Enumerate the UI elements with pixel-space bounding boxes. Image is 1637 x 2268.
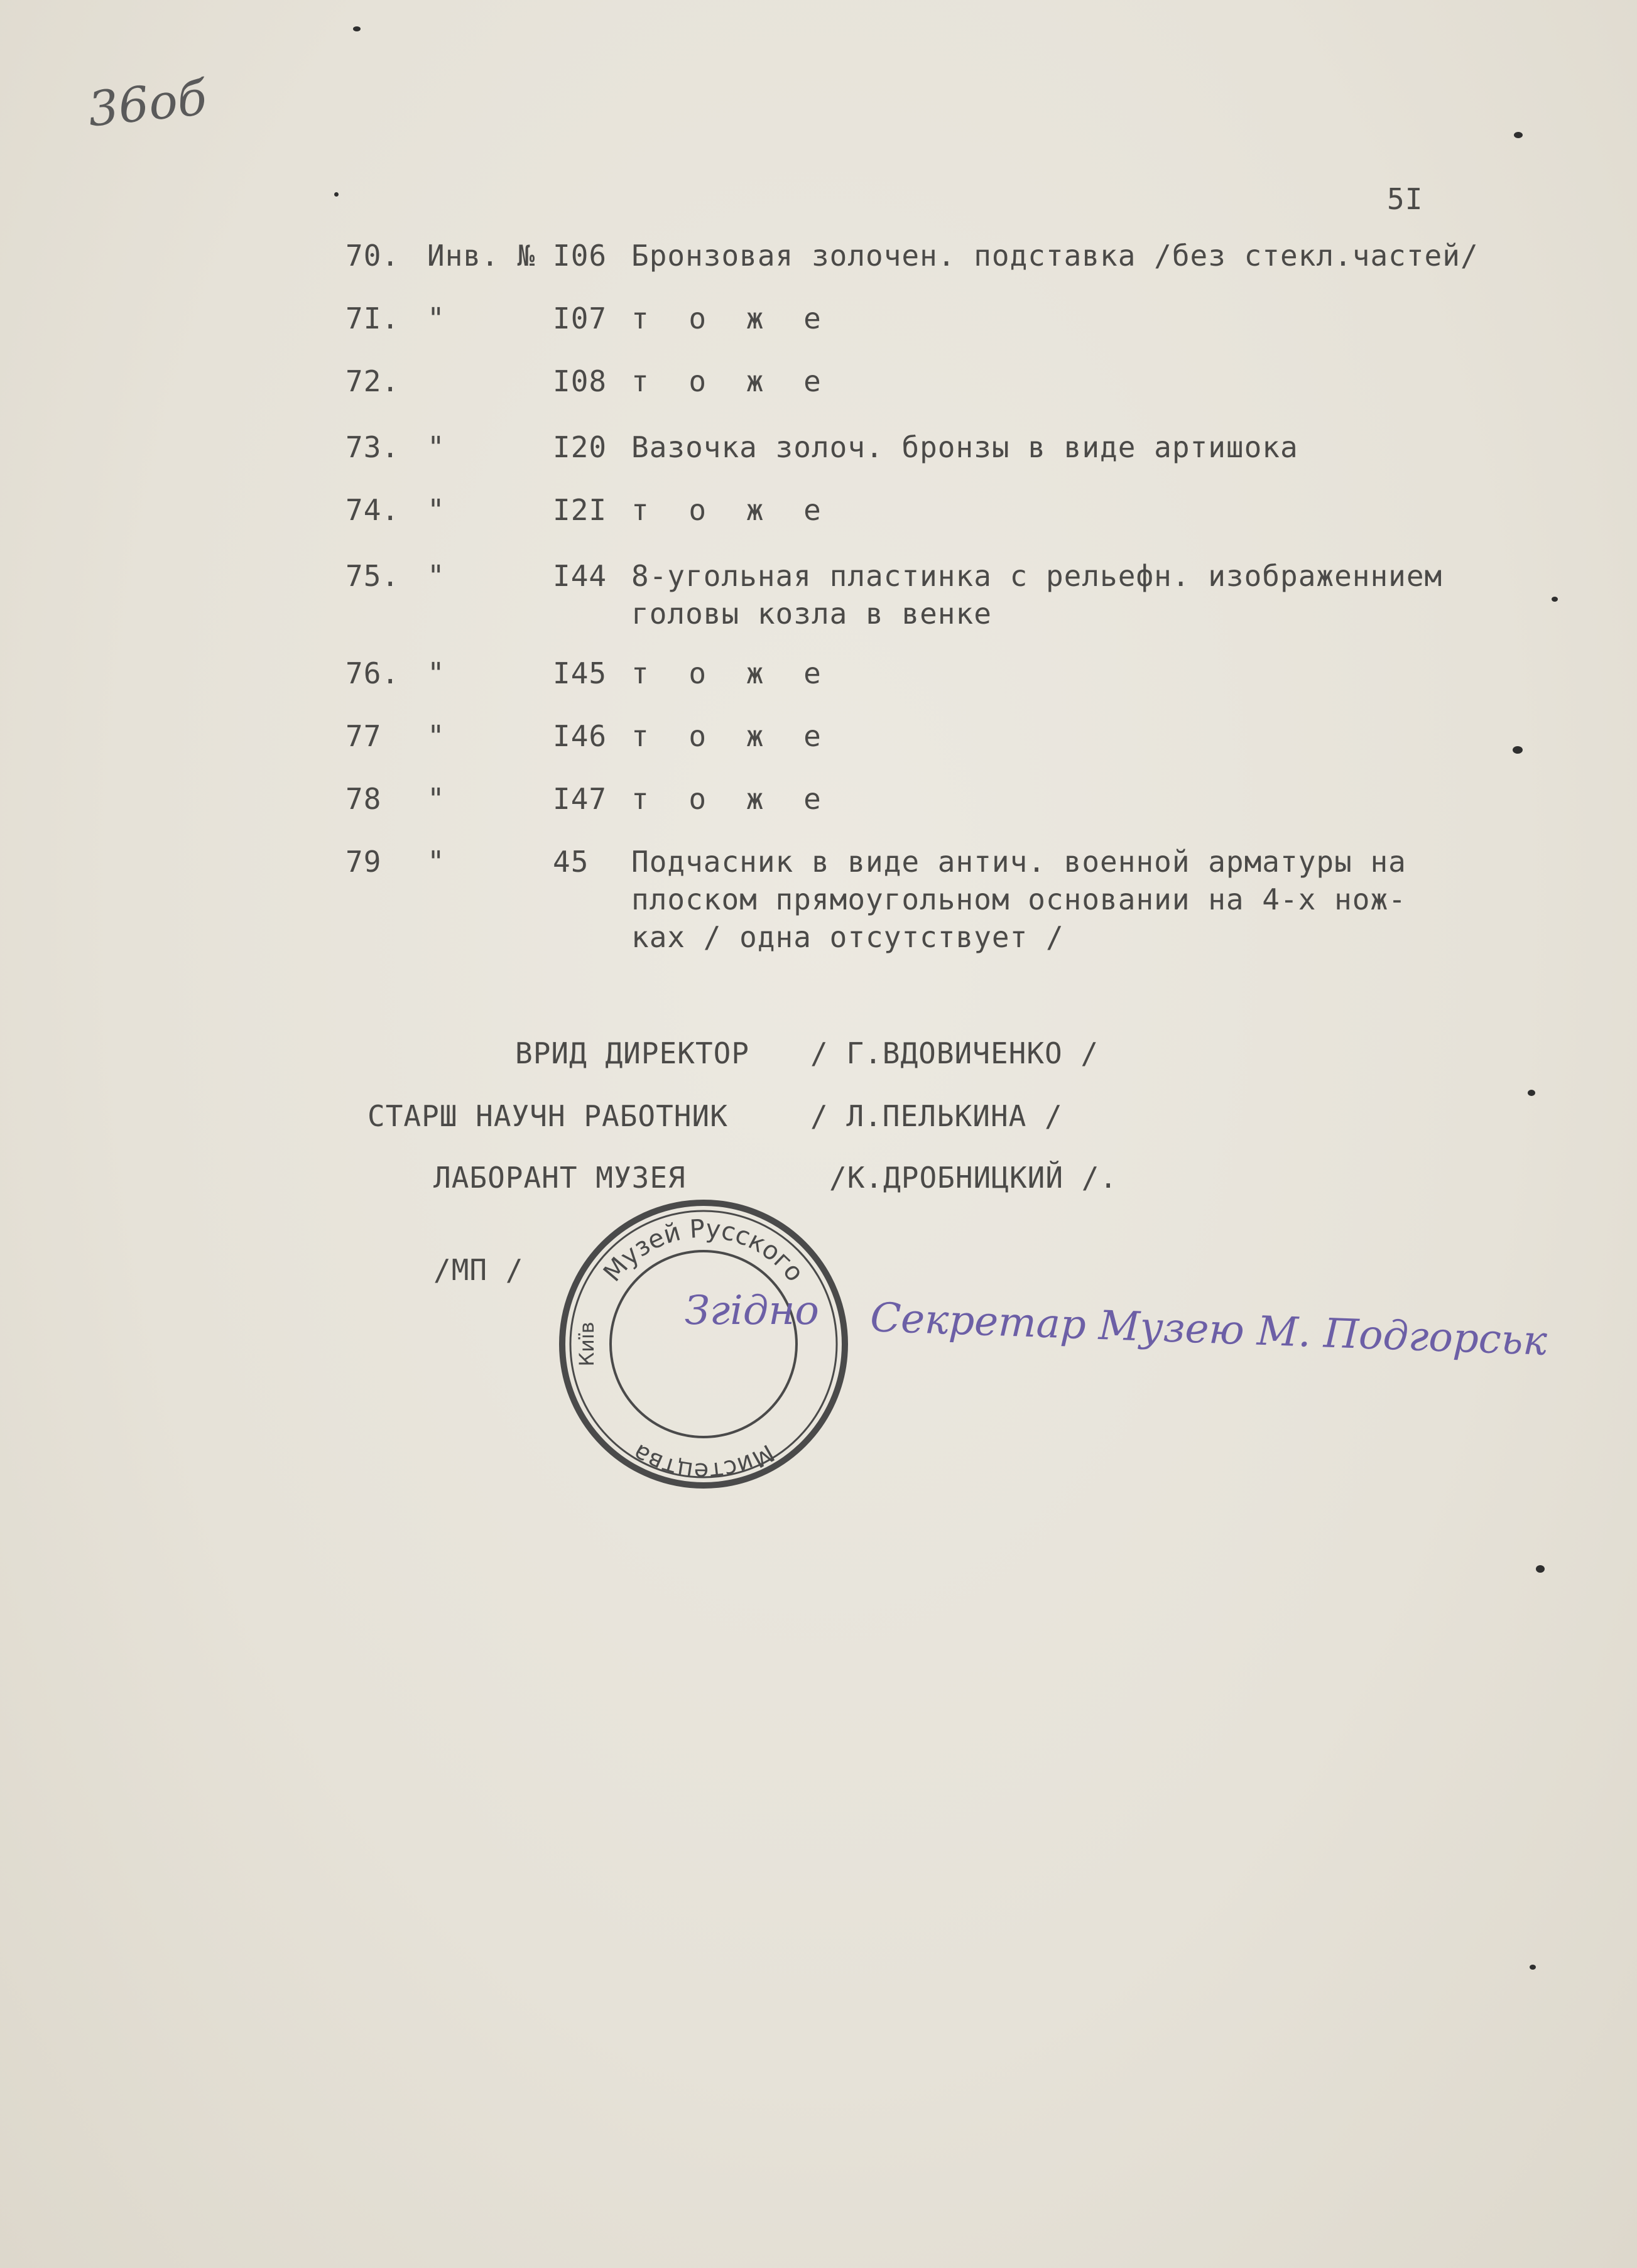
paper-speck <box>1536 1565 1545 1573</box>
item-description: Вазочка золоч. бронзы в виде артишока <box>631 430 1298 464</box>
signatory-role: СТАРШ НАУЧН РАБОТНИК <box>367 1099 728 1133</box>
item-description: т о ж е <box>631 656 832 690</box>
item-description-continued: плоском прямоугольном основании на 4-х нож- <box>631 882 1406 916</box>
item-description: т о ж е <box>631 719 832 753</box>
item-number: 79 <box>345 845 382 879</box>
item-description: т о ж е <box>631 364 832 398</box>
museum-round-stamp <box>553 1193 854 1495</box>
signatory-name: /К.ДРОБНИЦКИЙ /. <box>829 1161 1118 1195</box>
stamp-top-text: Музей Русского <box>597 1214 810 1288</box>
item-description: т о ж е <box>631 301 832 335</box>
inventory-code: I08 <box>553 364 607 398</box>
signatory-name: / Г.ВДОВИЧЕНКО / <box>810 1036 1099 1070</box>
inventory-label: " <box>427 782 445 816</box>
page-number: 5I <box>1387 182 1423 216</box>
item-description: т о ж е <box>631 782 832 816</box>
seal-place-mark: /МП / <box>433 1253 524 1287</box>
inventory-code: I46 <box>553 719 607 753</box>
item-description: Подчасник в виде антич. военной арматуры на <box>631 845 1406 879</box>
item-number: 73. <box>345 430 400 464</box>
inventory-code: I06 <box>553 239 607 273</box>
inventory-code: I2I <box>553 493 607 527</box>
archive-sheet-number: 36об <box>85 69 209 138</box>
item-number: 7I. <box>345 301 400 335</box>
signatory-role: ЛАБОРАНТ МУЗЕЯ <box>433 1161 686 1195</box>
item-number: 72. <box>345 364 400 398</box>
paper-speck <box>1514 132 1523 138</box>
inventory-label: " <box>427 656 445 690</box>
inventory-label: Инв. № <box>427 239 536 273</box>
inventory-label: " <box>427 493 445 527</box>
item-description-continued: ках / одна отсутствует / <box>631 920 1064 954</box>
paper-speck <box>1530 1965 1536 1970</box>
paper-speck <box>1528 1090 1535 1096</box>
signatory-name: / Л.ПЕЛЬКИНА / <box>810 1099 1063 1133</box>
stamp-bottom-text: Мистецтва <box>628 1438 779 1486</box>
item-description: 8-угольная пластинка с рельефн. изображеннием <box>631 559 1443 593</box>
signatory-role: ВРИД ДИРЕКТОР <box>515 1036 750 1070</box>
item-number: 76. <box>345 656 400 690</box>
inventory-label: " <box>427 430 445 464</box>
stamp-side-text: Київ <box>575 1321 599 1367</box>
paper-speck <box>1552 597 1558 602</box>
secretary-signature: Секретар Музею М. Подгорськ <box>869 1294 1548 1365</box>
item-number: 70. <box>345 239 400 273</box>
inventory-label: " <box>427 301 445 335</box>
inventory-code: I20 <box>553 430 607 464</box>
item-description: т о ж е <box>631 493 832 527</box>
inventory-code: I44 <box>553 559 607 593</box>
inventory-code: I45 <box>553 656 607 690</box>
inventory-label: " <box>427 719 445 753</box>
agreed-note: Згідно <box>685 1288 819 1334</box>
item-number: 74. <box>345 493 400 527</box>
item-description: Бронзовая золочен. подставка /без стекл.частей/ <box>631 239 1479 273</box>
item-number: 75. <box>345 559 400 593</box>
inventory-code: I07 <box>553 301 607 335</box>
item-number: 78 <box>345 782 382 816</box>
inventory-code: 45 <box>553 845 589 879</box>
inventory-label: " <box>427 845 445 879</box>
item-description-continued: головы козла в венке <box>631 597 992 631</box>
paper-speck <box>1513 746 1523 754</box>
paper-speck <box>353 26 361 31</box>
inventory-code: I47 <box>553 782 607 816</box>
paper-speck <box>334 192 339 197</box>
inventory-label: " <box>427 559 445 593</box>
item-number: 77 <box>345 719 382 753</box>
